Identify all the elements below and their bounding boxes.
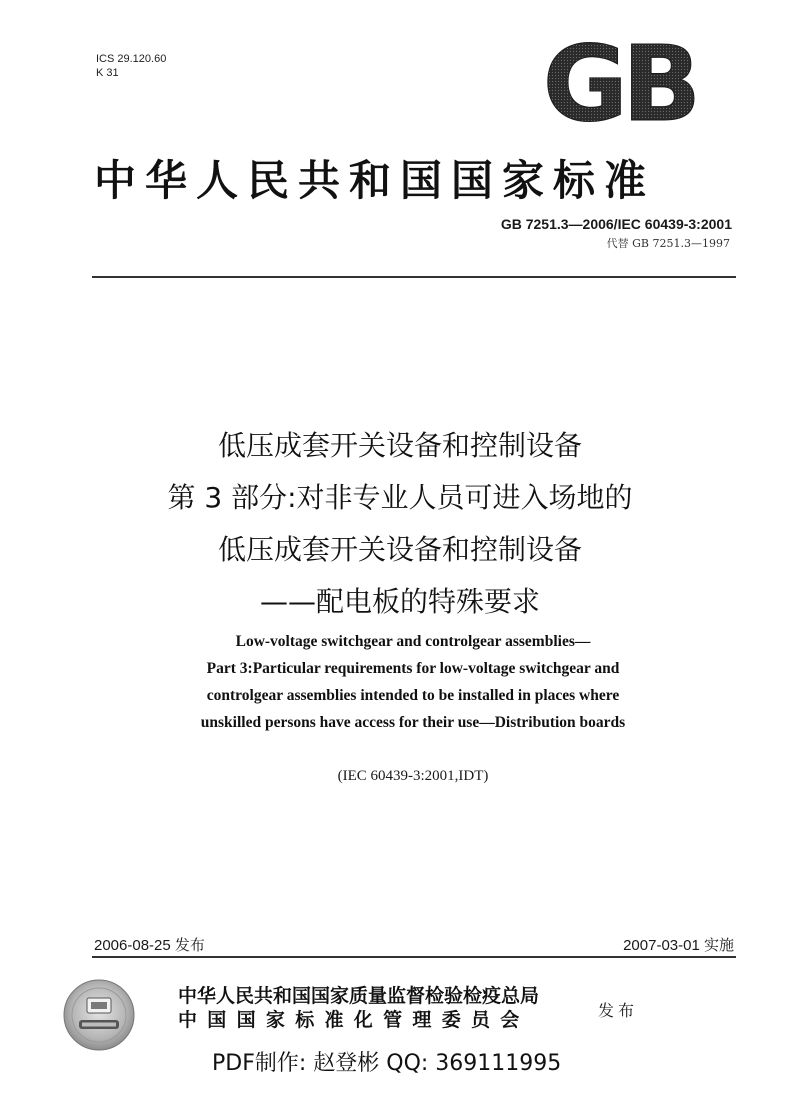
english-title-line-2: Part 3:Particular requirements for low-voltage switchgear and <box>206 660 620 677</box>
publish-label: 发布 <box>598 1001 639 1020</box>
issuing-authorities <box>178 984 539 1032</box>
chinese-title-line-3: 低压成套开关设备和控制设备 <box>217 533 582 566</box>
english-title <box>0 628 800 736</box>
chinese-title-line-2: 第 3 部分:对非专业人员可进入场地的 <box>167 481 633 514</box>
iec-equivalence: (IEC 60439-3:2001,IDT) <box>337 768 489 784</box>
english-title-line-3: controlgear assemblies intended to be installed in places where <box>206 687 620 704</box>
national-standard-title: 中华人民共和国国家标准 <box>94 156 656 205</box>
chinese-title-line-4: ——配电板的特殊要求 <box>259 585 540 618</box>
header-divider <box>92 276 736 278</box>
gb-logo-text: GB <box>542 38 696 130</box>
classification-codes <box>96 52 166 80</box>
anti-counterfeit-seal-icon <box>62 978 136 1052</box>
issuer-sac: 中国国家标准化管理委员会 <box>178 1009 530 1031</box>
english-title-line-1: Low-voltage switchgear and controlgear assemblies— <box>235 633 591 650</box>
replaces-standard: 代替 GB 7251.3—1997 <box>606 237 730 250</box>
issue-date: 2006-08-25 发布 <box>94 937 205 954</box>
ccs-code: K 31 <box>96 67 119 79</box>
gb-logo <box>536 38 702 130</box>
chinese-title-line-1: 低压成套开关设备和控制设备 <box>217 429 582 462</box>
english-title-line-4: unskilled persons have access for their use—Distribution boards <box>200 714 626 731</box>
chinese-title <box>0 420 800 628</box>
implementation-date: 2007-03-01 实施 <box>623 937 734 954</box>
standard-number: GB 7251.3—2006/IEC 60439-3:2001 <box>500 216 732 232</box>
ics-code: ICS 29.120.60 <box>96 53 167 65</box>
pdf-credit: PDF制作: 赵登彬 QQ: 369111995 <box>212 1051 562 1076</box>
issuer-aqsiq: 中华人民共和国国家质量监督检验检疫总局 <box>178 985 540 1007</box>
footer-divider <box>92 956 736 958</box>
